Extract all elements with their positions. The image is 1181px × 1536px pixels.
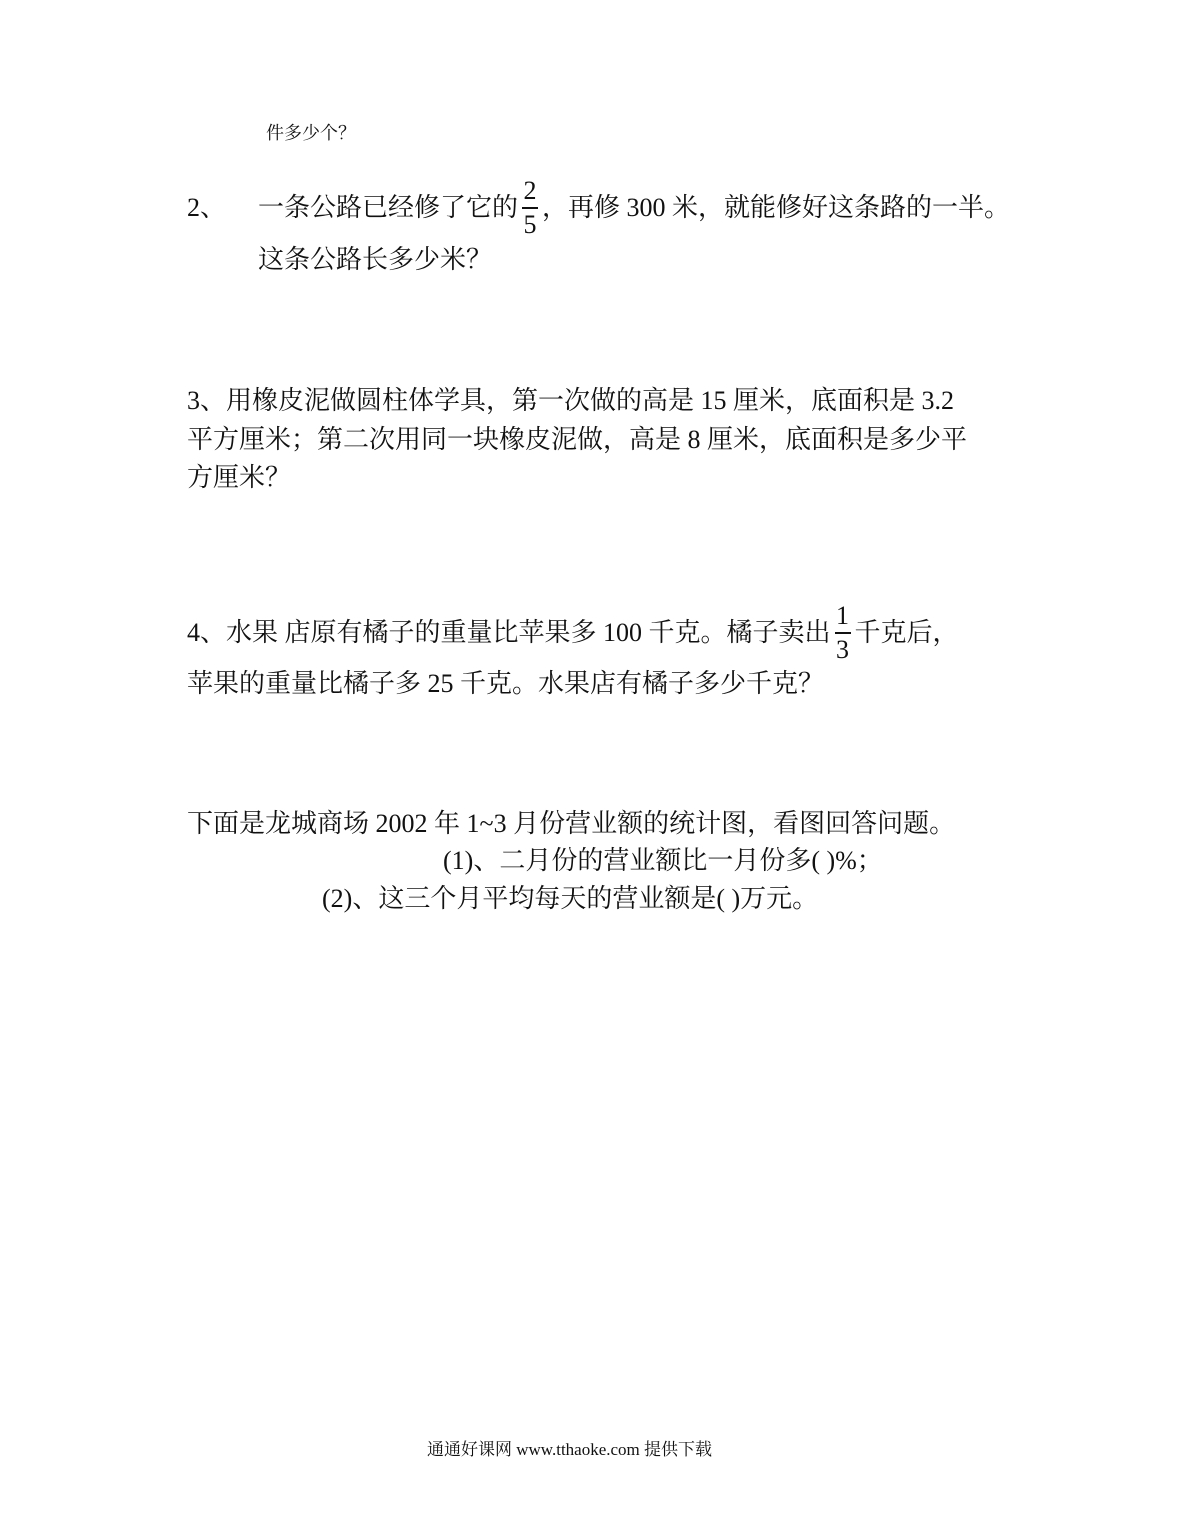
q4-fraction-denominator: 3 bbox=[836, 635, 850, 664]
q4-line-1 bbox=[187, 603, 959, 663]
q2-line-1 bbox=[258, 178, 1010, 238]
chart-subquestion-1: (1)、二月份的营业额比一月份多( )%； bbox=[443, 846, 883, 875]
chart-subquestion-2: (2)、这三个月平均每天的营业额是( )万元。 bbox=[322, 884, 819, 913]
q3-line-2: 平方厘米；第二次用同一块橡皮泥做，高是 8 厘米，底面积是多少平 bbox=[187, 425, 968, 454]
q4-fraction-numerator: 1 bbox=[836, 601, 850, 630]
q3-line-1: 3、用橡皮泥做圆柱体学具，第一次做的高是 15 厘米，底面积是 3.2 bbox=[187, 386, 955, 415]
q2-fraction-denominator: 5 bbox=[523, 210, 537, 239]
chart-question-intro: 下面是龙城商场 2002 年 1~3 月份营业额的统计图，看图回答问题。 bbox=[187, 809, 956, 838]
q4-text-before: 4、水果 店原有橘子的重量比苹果多 100 千克。橘子卖出 bbox=[187, 618, 831, 647]
q4-line-2: 苹果的重量比橘子多 25 千克。水果店有橘子多少千克？ bbox=[187, 669, 825, 698]
q2-text-after: ，再修 300 米，就能修好这条路的一半。 bbox=[542, 193, 1011, 222]
q4-text-after: 千克后， bbox=[854, 618, 959, 647]
q4-fraction bbox=[833, 603, 853, 663]
q2-line-2: 这条公路长多少米？ bbox=[258, 245, 493, 274]
q1-tail-text: 件多少个？ bbox=[266, 123, 356, 143]
q2-fraction-numerator: 2 bbox=[523, 176, 537, 205]
q4-fraction-bar bbox=[835, 632, 851, 634]
q3-line-3: 方厘米？ bbox=[187, 463, 292, 492]
q2-fraction-bar bbox=[522, 207, 538, 209]
q2-number: 2、 bbox=[187, 193, 227, 222]
footer-text: 通通好课网 www.tthaoke.com 提供下载 bbox=[427, 1440, 713, 1459]
q2-fraction bbox=[520, 178, 540, 238]
q2-text-before: 一条公路已经修了它的 bbox=[258, 193, 519, 222]
